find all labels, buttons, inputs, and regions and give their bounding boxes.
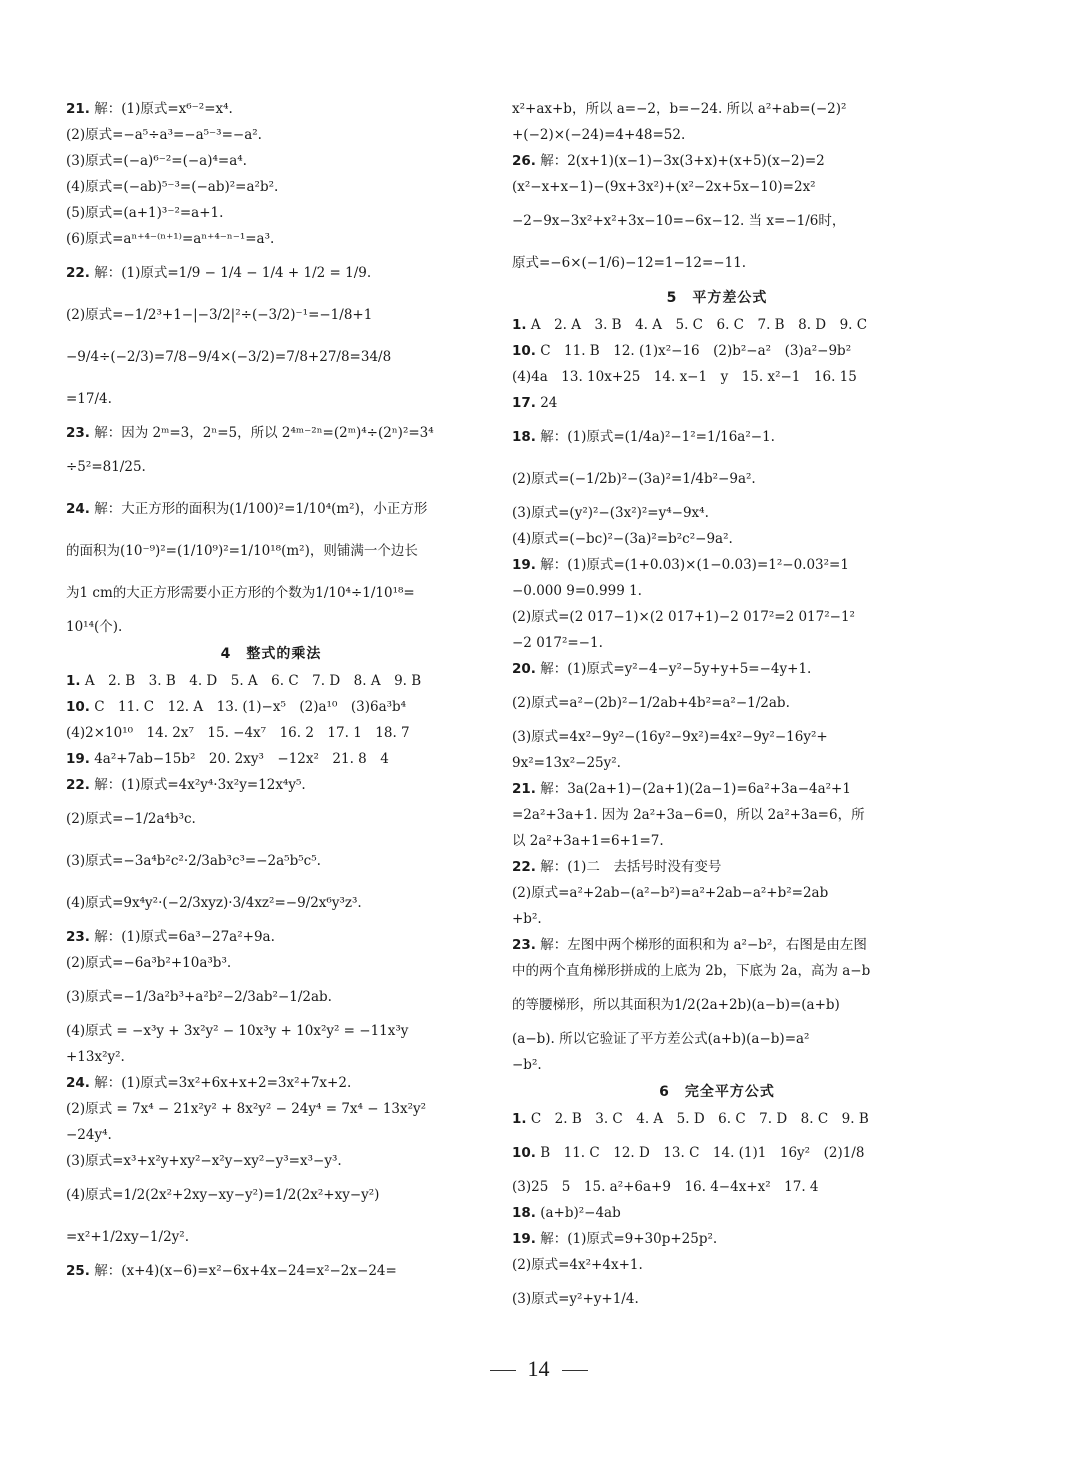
- answer-line: (6)原式=aⁿ⁺⁴⁻⁽ⁿ⁺¹⁾=aⁿ⁺⁴⁻ⁿ⁻¹=a³.: [66, 231, 275, 247]
- answer-line: (2)原式=a²+2ab−(a²−b²)=a²+2ab−a²+b²=2ab: [512, 885, 829, 901]
- question-number: 23.: [66, 425, 90, 441]
- answer-line: 1. A 2. B 3. B 4. D 5. A 6. C 7. D 8. A 9. B: [66, 673, 422, 689]
- answer-line: 中的两个直角梯形拼成的上底为 2b，下底为 2a，高为 a−b: [512, 963, 871, 979]
- answer-line: 10. C 11. B 12. (1)x²−16 (2)b²−a² (3)a²−9b²: [512, 343, 852, 359]
- question-number: 19.: [512, 557, 536, 573]
- answer-line: 19. 4a²+7ab−15b² 20. 2xy³ −12x² 21. 8 4: [66, 751, 389, 767]
- question-number: 1.: [66, 673, 81, 689]
- answer-line: 22. 解：(1)原式=4x²y⁴·3x²y=12x⁴y⁵.: [66, 777, 306, 793]
- answer-line: (4)原式 = −x³y + 3x²y² − 10x³y + 10x²y² = −11x³y: [66, 1023, 409, 1039]
- answer-line: =17/4.: [66, 391, 112, 407]
- question-number: 25.: [66, 1263, 90, 1279]
- section-heading: 6 完全平方公式: [659, 1084, 775, 1100]
- answer-line: 原式=−6×(−1/6)−12=1−12=−11.: [512, 255, 747, 271]
- answer-line: (3)原式=−1/3a²b³+a²b²−2/3ab²−1/2ab.: [66, 989, 332, 1005]
- question-number: 24.: [66, 501, 90, 517]
- answer-line: ÷5²=81/25.: [66, 459, 146, 475]
- answer-line: (4)原式=9x⁴y²·(−2/3xyz)·3/4xz²=−9/2x⁶y³z³.: [66, 895, 362, 911]
- answer-line: 24. 解：(1)原式=3x²+6x+x+2=3x²+7x+2.: [66, 1075, 352, 1091]
- answer-line: (3)原式=(y²)²−(3x²)²=y⁴−9x⁴.: [512, 505, 709, 521]
- answer-line: −0.000 9=0.999 1.: [512, 583, 642, 599]
- answer-line: 20. 解：(1)原式=y²−4−y²−5y+y+5=−4y+1.: [512, 661, 812, 677]
- question-number: 23.: [512, 937, 536, 953]
- answer-line: 24. 解：大正方形的面积为(1/100)²=1/10⁴(m²)，小正方形: [66, 501, 428, 517]
- answer-line: (3)25 5 15. a²+6a+9 16. 4−4x+x² 17. 4: [512, 1179, 819, 1195]
- answer-line: 1. C 2. B 3. C 4. A 5. D 6. C 7. D 8. C 9. B: [512, 1111, 869, 1127]
- answer-line: 26. 解：2(x+1)(x−1)−3x(3+x)+(x+5)(x−2)=2: [512, 153, 825, 169]
- answer-line: (4)4a 13. 10x+25 14. x−1 y 15. x²−1 16. 15: [512, 369, 857, 385]
- answer-line: 10¹⁴(个).: [66, 619, 123, 635]
- answer-line: 10. C 11. C 12. A 13. (1)−x⁵ (2)a¹⁰ (3)6a³b⁴: [66, 699, 407, 715]
- page-number-dash-left: [490, 1370, 516, 1371]
- question-number: 21.: [512, 781, 536, 797]
- question-number: 17.: [512, 395, 536, 411]
- answer-line: −2 017²=−1.: [512, 635, 603, 651]
- page-number: [0, 1356, 1077, 1382]
- answer-line: (2)原式=−6a³b²+10a³b³.: [66, 955, 232, 971]
- answer-line: (4)原式=1/2(2x²+2xy−xy−y²)=1/2(2x²+xy−y²): [66, 1187, 380, 1203]
- answer-line: −2−9x−3x²+x²+3x−10=−6x−12. 当 x=−1/6时，: [512, 213, 846, 229]
- answer-line: 9x²=13x²−25y².: [512, 755, 621, 771]
- answer-line: (x²−x+x−1)−(9x+3x²)+(x²−2x+5x−10)=2x²: [512, 179, 816, 195]
- answer-line: 23. 解：左图中两个梯形的面积和为 a²−b²，右图是由左图: [512, 937, 867, 953]
- answer-line: (3)原式=y²+y+1/4.: [512, 1291, 639, 1307]
- answer-line: 21. 解：(1)原式=x⁶⁻²=x⁴.: [66, 101, 233, 117]
- section-heading: 4 整式的乘法: [220, 646, 322, 662]
- answer-line: 19. 解：(1)原式=(1+0.03)×(1−0.03)=1²−0.03²=1: [512, 557, 849, 573]
- answer-line: (2)原式 = 7x⁴ − 21x²y² + 8x²y² − 24y⁴ = 7x⁴ − 13x²y²: [66, 1101, 427, 1117]
- question-number: 23.: [66, 929, 90, 945]
- question-number: 18.: [512, 429, 536, 445]
- answer-line: (5)原式=(a+1)³⁻²=a+1.: [66, 205, 224, 221]
- answer-line: −24y⁴.: [66, 1127, 112, 1143]
- question-number: 19.: [66, 751, 90, 767]
- question-number: 19.: [512, 1231, 536, 1247]
- answer-line: 19. 解：(1)原式=9+30p+25p².: [512, 1231, 718, 1247]
- answer-line: (2)原式=(2 017−1)×(2 017+1)−2 017²=2 017²−1²: [512, 609, 855, 625]
- answer-line: −b².: [512, 1057, 542, 1073]
- answer-line: (a−b). 所以它验证了平方差公式(a+b)(a−b)=a²: [512, 1031, 810, 1047]
- question-number: 22.: [66, 265, 90, 281]
- answer-line: (3)原式=x³+x²y+xy²−x²y−xy²−y³=x³−y³.: [66, 1153, 342, 1169]
- answer-line: (2)原式=−1/2a⁴b³c.: [66, 811, 196, 827]
- answer-line: 为1 cm的大正方形需要小正方形的个数为1/10⁴÷1/10¹⁸=: [66, 585, 415, 601]
- question-number: 10.: [66, 699, 90, 715]
- answer-line: 23. 解：(1)原式=6a³−27a²+9a.: [66, 929, 275, 945]
- answer-line: 18. (a+b)²−4ab: [512, 1205, 621, 1221]
- question-number: 22.: [512, 859, 536, 875]
- answer-line: 21. 解：3a(2a+1)−(2a+1)(2a−1)=6a²+3a−4a²+1: [512, 781, 851, 797]
- page-number-dash-right: [562, 1370, 588, 1371]
- answer-line: −9/4÷(−2/3)=7/8−9/4×(−3/2)=7/8+27/8=34/8: [66, 349, 392, 365]
- answer-line: 的等腰梯形，所以其面积为1/2(2a+2b)(a−b)=(a+b): [512, 997, 840, 1013]
- answer-line: (3)原式=(−a)⁶⁻²=(−a)⁴=a⁴.: [66, 153, 247, 169]
- answer-line: (3)原式=4x²−9y²−(16y²−9x²)=4x²−9y²−16y²+: [512, 729, 828, 745]
- answer-line: (4)原式=(−bc)²−(3a)²=b²c²−9a².: [512, 531, 733, 547]
- question-number: 18.: [512, 1205, 536, 1221]
- answer-line: +(−2)×(−24)=4+48=52.: [512, 127, 686, 143]
- answer-line: 22. 解：(1)二 去括号时没有变号: [512, 859, 722, 875]
- answer-line: 18. 解：(1)原式=(1/4a)²−1²=1/16a²−1.: [512, 429, 775, 445]
- answer-line: x²+ax+b，所以 a=−2，b=−24. 所以 a²+ab=(−2)²: [512, 101, 847, 117]
- question-number: 1.: [512, 317, 527, 333]
- answer-line: (2)原式=a²−(2b)²−1/2ab+4b²=a²−1/2ab.: [512, 695, 790, 711]
- answer-line: 25. 解：(x+4)(x−6)=x²−6x+4x−24=x²−2x−24=: [66, 1263, 397, 1279]
- answer-line: 10. B 11. C 12. D 13. C 14. (1)1 16y² (2)1/8: [512, 1145, 865, 1161]
- answer-line: (2)原式=−1/2³+1−|−3/2|²÷(−3/2)⁻¹=−1/8+1: [66, 307, 373, 323]
- question-number: 24.: [66, 1075, 90, 1091]
- answer-line: (4)原式=(−ab)⁵⁻³=(−ab)²=a²b².: [66, 179, 279, 195]
- answer-line: (2)原式=−a⁵÷a³=−a⁵⁻³=−a².: [66, 127, 262, 143]
- question-number: 20.: [512, 661, 536, 677]
- answer-line: (4)2×10¹⁰ 14. 2x⁷ 15. −4x⁷ 16. 2 17. 1 18. 7: [66, 725, 410, 741]
- question-number: 10.: [512, 1145, 536, 1161]
- page-number-text: 14: [527, 1356, 550, 1381]
- question-number: 10.: [512, 343, 536, 359]
- left-column: [66, 96, 476, 1284]
- question-number: 26.: [512, 153, 536, 169]
- question-number: 1.: [512, 1111, 527, 1127]
- answer-line: =2a²+3a+1. 因为 2a²+3a−6=0，所以 2a²+3a=6，所: [512, 807, 865, 823]
- answer-line: 以 2a²+3a+1=6+1=7.: [512, 833, 664, 849]
- answer-line: 17. 24: [512, 395, 558, 411]
- answer-line: (2)原式=4x²+4x+1.: [512, 1257, 643, 1273]
- answer-line: +b².: [512, 911, 542, 927]
- answer-line: 23. 解：因为 2ᵐ=3，2ⁿ=5，所以 2⁴ᵐ⁻²ⁿ=(2ᵐ)⁴÷(2ⁿ)²=3⁴: [66, 425, 434, 441]
- answer-line: 1. A 2. A 3. B 4. A 5. C 6. C 7. B 8. D 9. C: [512, 317, 868, 333]
- right-column: [512, 96, 922, 1320]
- answer-line: (3)原式=−3a⁴b²c²·2/3ab³c³=−2a⁵b⁵c⁵.: [66, 853, 321, 869]
- answer-line: 22. 解：(1)原式=1/9 − 1/4 − 1/4 + 1/2 = 1/9.: [66, 265, 372, 281]
- section-heading: 5 平方差公式: [666, 290, 768, 306]
- question-number: 21.: [66, 101, 90, 117]
- answer-line: (2)原式=(−1/2b)²−(3a)²=1/4b²−9a².: [512, 471, 756, 487]
- question-number: 22.: [66, 777, 90, 793]
- answer-line: 的面积为(10⁻⁹)²=(1/10⁹)²=1/10¹⁸(m²)，则铺满一个边长: [66, 543, 418, 559]
- answer-line: =x²+1/2xy−1/2y².: [66, 1229, 189, 1245]
- answer-line: +13x²y².: [66, 1049, 125, 1065]
